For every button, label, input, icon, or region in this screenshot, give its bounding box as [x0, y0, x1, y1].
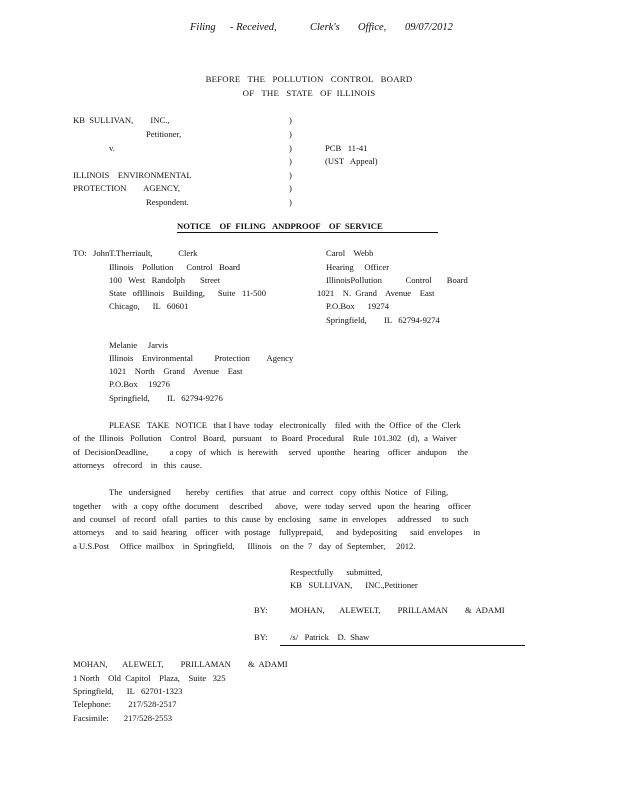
caption-paren: ) — [289, 129, 292, 139]
paragraph-line: a U.S.Post Office mailbox in Springfield, Illinois on the 7 day of September, 2012. — [73, 541, 416, 551]
recipient-line: Hearing Officer — [326, 262, 390, 272]
stamp-date: 09/07/2012 — [405, 22, 453, 33]
recipient-line: 1021 N. Grand Avenue East — [317, 288, 435, 298]
caption-respondent-line2: PROTECTION AGENCY, — [73, 183, 181, 193]
notice-heading: NOTICE OF FILING ANDPROOF OF SERVICE — [177, 221, 383, 231]
firm-line: Springfield, IL 62701-1323 — [73, 686, 183, 696]
caption-respondent-role: Respondent. — [146, 197, 189, 207]
recipient-line: Springfield, IL 62794-9274 — [326, 315, 440, 325]
paragraph-line: attorneys and to said hearing officer with postage fullyprepaid, and bydepositing said envelopes in — [73, 527, 481, 537]
recipient-line: Carol Webb — [326, 248, 374, 258]
recipient-line: 1021 North Grand Avenue East — [109, 366, 243, 376]
by-label: BY: — [254, 605, 268, 615]
caption-versus: v. — [109, 143, 115, 153]
recipient-line: Illinois Environmental Protection Agency — [109, 353, 294, 363]
caption-paren: ) — [289, 143, 292, 153]
recipient-line: Illinois Pollution Control Board — [109, 262, 241, 272]
caption-petitioner-role: Petitioner, — [146, 129, 182, 139]
paragraph-line: PLEASE TAKE NOTICE that I have today electronically filed with the Office of the Clerk — [109, 420, 461, 430]
signing-firm: MOHAN, ALEWELT, PRILLAMAN & ADAMI — [290, 605, 505, 615]
recipient-line: P.O.Box 19274 — [326, 301, 390, 311]
recipient-line: P.O.Box 19276 — [109, 379, 170, 389]
board-title-line1: BEFORE THE POLLUTION CONTROL BOARD — [205, 74, 413, 84]
firm-line: Facsimile: 217/528-2553 — [73, 713, 173, 723]
case-number: PCB 11-41 — [325, 143, 368, 153]
paragraph-line: together with a copy ofthe document described above, were today served upon the hearing officer — [73, 501, 471, 511]
paragraph-line: attorneys ofrecord in this cause. — [73, 460, 202, 470]
caption-paren: ) — [289, 170, 292, 180]
board-title-line2: OF THE STATE OF ILLINOIS — [242, 88, 376, 98]
recipient-line: 100 West Randolph Street — [109, 275, 221, 285]
by-label: BY: — [254, 632, 268, 642]
recipient-line: Melanie Jarvis — [109, 340, 168, 350]
stamp-filing: Filing — [190, 22, 216, 33]
stamp-office: Office, — [358, 22, 387, 33]
to-label: TO: — [73, 248, 87, 258]
stamp-clerks: Clerk's — [310, 22, 340, 33]
caption-paren: ) — [289, 183, 292, 193]
recipient-line: JohnT.Therriault, Clerk — [93, 248, 198, 258]
electronic-signature: /s/ Patrick D. Shaw — [290, 632, 370, 642]
recipient-line: IllinoisPollution Control Board — [326, 275, 468, 285]
caption-paren: ) — [289, 197, 292, 207]
caption-party-petitioner: KB SULLIVAN, INC., — [73, 115, 170, 125]
case-type: (UST Appeal) — [325, 156, 378, 166]
respectfully-submitted: Respectfully submitted, — [290, 567, 383, 577]
caption-respondent-line1: ILLINOIS ENVIRONMENTAL — [73, 170, 192, 180]
submitting-party: KB SULLIVAN, INC.,Petitioner — [290, 580, 418, 590]
paragraph-line: of the Illinois Pollution Control Board, pursuant to Board Procedural Rule 101.302 (d), a Waiver — [73, 433, 457, 443]
caption-paren: ) — [289, 115, 292, 125]
paragraph-line: and counsel of record ofall parties to this cause by enclosing same in envelopes addressed to such — [73, 514, 469, 524]
signature-line — [280, 645, 525, 646]
paragraph-line: The undersigned hereby certifies that atrue and correct copy ofthis Notice of Filing, — [109, 487, 449, 497]
stamp-received: - Received, — [230, 22, 277, 33]
recipient-line: Chicago, IL 60601 — [109, 301, 189, 311]
firm-line: 1 North Old Capitol Plaza, Suite 325 — [73, 673, 226, 683]
paragraph-line: of DecisionDeadline, a copy of which is herewith served uponthe hearing officer andupon the — [73, 447, 469, 457]
firm-line: MOHAN, ALEWELT, PRILLAMAN & ADAMI — [73, 659, 288, 669]
recipient-line: Springfield, IL 62794-9276 — [109, 393, 223, 403]
firm-line: Telephone: 217/528-2517 — [73, 699, 177, 709]
notice-heading-underline — [177, 232, 438, 233]
caption-paren: ) — [289, 156, 292, 166]
recipient-line: State ofIllinois Building, Suite 11-500 — [109, 288, 266, 298]
